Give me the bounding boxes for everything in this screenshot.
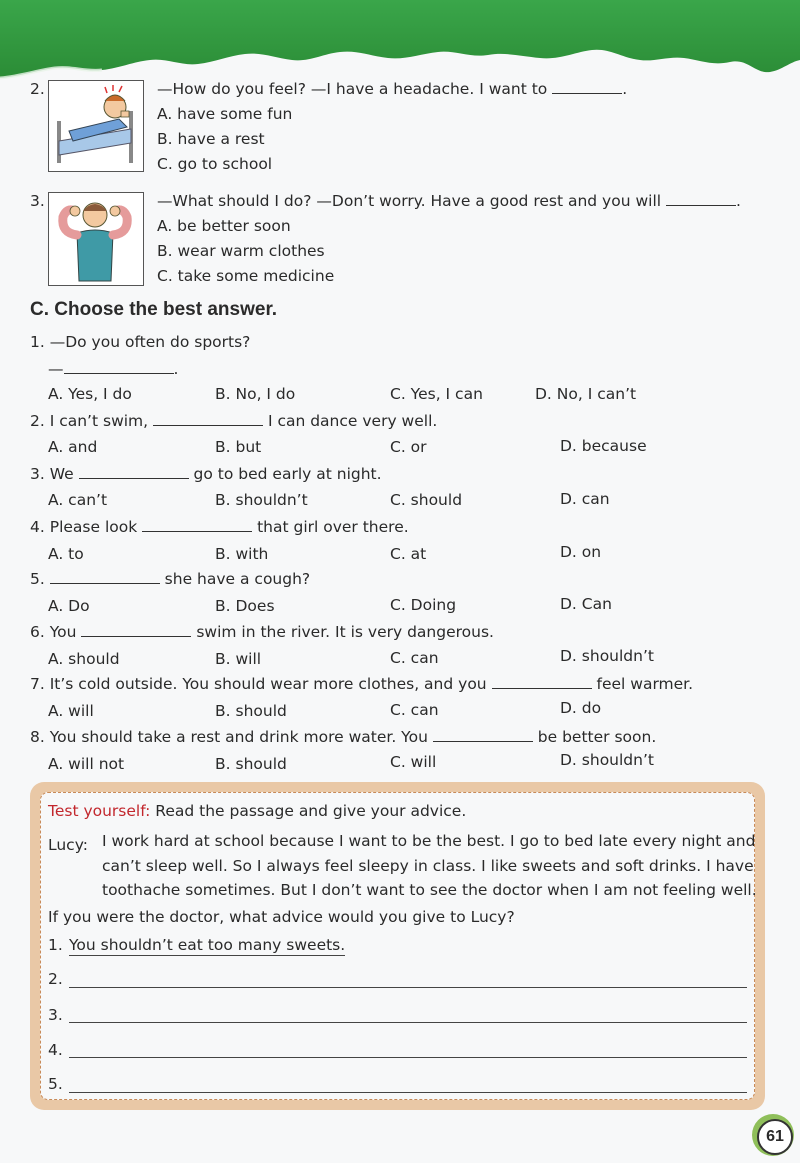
test-yourself-heading [48,802,466,820]
option-a[interactable]: A. Yes, I do [48,385,132,403]
question-end: swim in the river. It is very dangerous. [196,623,494,641]
option-c[interactable]: C. go to school [157,155,273,173]
option-d[interactable]: D. Can [560,595,612,613]
option-b[interactable]: B. wear warm clothes [157,242,325,260]
answer-blank[interactable] [142,531,252,532]
question-number: 3. [30,192,45,210]
option-c[interactable]: C. will [390,753,437,771]
question-stem: 2. I can’t swim, [30,412,149,430]
question-text [157,80,627,98]
answer-blank[interactable] [81,636,191,637]
option-c[interactable]: C. can [390,649,439,667]
question-text [157,192,741,210]
passage-line-2: can’t sleep well. So I always feel sleepy in class. I like sweets and soft drinks. I have [102,857,754,875]
option-c[interactable]: C. or [390,438,427,456]
question-end: be better soon. [537,728,657,746]
question-1: 1. —Do you often do sports? [30,333,251,351]
question-end: she have a cough? [164,570,311,588]
question-5 [30,570,310,588]
answer-blank[interactable] [79,478,189,479]
passage-line-3: toothache sometimes. But I don’t want to see the doctor when I am not feeling well. [102,881,757,899]
answer-1-number: 1. [48,936,63,954]
answer-3-number: 3. [48,1006,63,1024]
option-b[interactable]: B. should [215,755,287,773]
question-end: I can dance very well. [267,412,438,430]
test-yourself-label: Test yourself: [48,802,151,820]
strong-man-illustration [48,192,144,286]
option-b[interactable]: B. should [215,702,287,720]
question-2 [30,412,437,430]
option-c[interactable]: C. take some medicine [157,267,335,285]
option-a[interactable]: A. have some fun [157,105,293,123]
passage-line-1: I work hard at school because I want to be the best. I go to bed late every night and [102,832,756,850]
question-stem: 5. [30,570,45,588]
option-d[interactable]: D. do [560,699,602,717]
option-d[interactable]: D. shouldn’t [560,647,654,665]
question-end: feel warmer. [596,675,694,693]
answer-1-text[interactable]: You shouldn’t eat too many sweets. [69,936,346,954]
option-c[interactable]: C. should [390,491,463,509]
answer-blank[interactable] [64,373,174,374]
question-stem: 7. It’s cold outside. You should wear more clothes, and you [30,675,487,693]
answer-blank[interactable] [50,583,160,584]
question-end: . [736,192,741,210]
option-b[interactable]: B. but [215,438,262,456]
period: . [173,360,179,378]
option-a[interactable]: A. and [48,438,98,456]
question-6 [30,623,494,641]
question-4 [30,518,409,536]
advice-question: If you were the doctor, what advice would you give to Lucy? [48,908,515,926]
question-stem: 8. You should take a rest and drink more water. You [30,728,428,746]
answer-blank[interactable] [433,741,533,742]
answer-2-number: 2. [48,970,63,988]
answer-blank[interactable] [552,93,622,94]
option-b[interactable]: B. with [215,545,269,563]
test-instruction: Read the passage and give your advice. [150,802,467,820]
option-a[interactable]: A. can’t [48,491,108,509]
answer-4-line[interactable] [69,1057,747,1058]
question-stem: —What should I do? —Don’t worry. Have a good rest and you will [157,192,662,210]
option-c[interactable]: C. can [390,701,439,719]
option-a[interactable]: A. to [48,545,84,563]
answer-blank[interactable] [492,688,592,689]
section-title: C. Choose the best answer. [30,299,278,320]
question-stem: 6. You [30,623,77,641]
option-c[interactable]: C. Yes, I can [390,385,483,403]
option-d[interactable]: D. because [560,437,647,455]
option-b[interactable]: B. No, I do [215,385,296,403]
option-d[interactable]: D. No, I can’t [535,385,637,403]
option-d[interactable]: D. can [560,490,610,508]
question-number: 2. [30,80,45,98]
answer-2-line[interactable] [69,987,747,988]
option-a[interactable]: A. should [48,650,120,668]
option-b[interactable]: B. have a rest [157,130,265,148]
page-number: 61 [757,1119,793,1155]
header-banner [0,0,800,90]
option-c[interactable]: C. Doing [390,596,457,614]
answer-5-line[interactable] [69,1092,747,1093]
option-d[interactable]: D. on [560,543,602,561]
answer-4-number: 4. [48,1041,63,1059]
question-3 [30,465,382,483]
headache-illustration [48,80,144,172]
option-a[interactable]: A. Do [48,597,90,615]
question-end: go to bed early at night. [193,465,382,483]
answer-3-line[interactable] [69,1022,747,1023]
question-end: that girl over there. [257,518,409,536]
option-b[interactable]: B. shouldn’t [215,491,308,509]
answer-blank[interactable] [666,205,736,206]
option-a[interactable]: A. be better soon [157,217,291,235]
option-b[interactable]: B. Does [215,597,275,615]
answer-5-number: 5. [48,1075,63,1093]
question-stem: 4. Please look [30,518,138,536]
question-7 [30,675,693,693]
option-b[interactable]: B. will [215,650,262,668]
speaker-label: Lucy: [48,836,88,854]
option-c[interactable]: C. at [390,545,427,563]
option-a[interactable]: A. will not [48,755,125,773]
question-1-answer-line [48,360,178,378]
question-stem: —How do you feel? —I have a headache. I want to [157,80,548,98]
option-a[interactable]: A. will [48,702,94,720]
question-end: . [622,80,628,98]
question-8 [30,728,656,746]
question-stem: 3. We [30,465,74,483]
option-d[interactable]: D. shouldn’t [560,751,654,769]
dash: — [48,360,64,378]
answer-blank[interactable] [153,425,263,426]
